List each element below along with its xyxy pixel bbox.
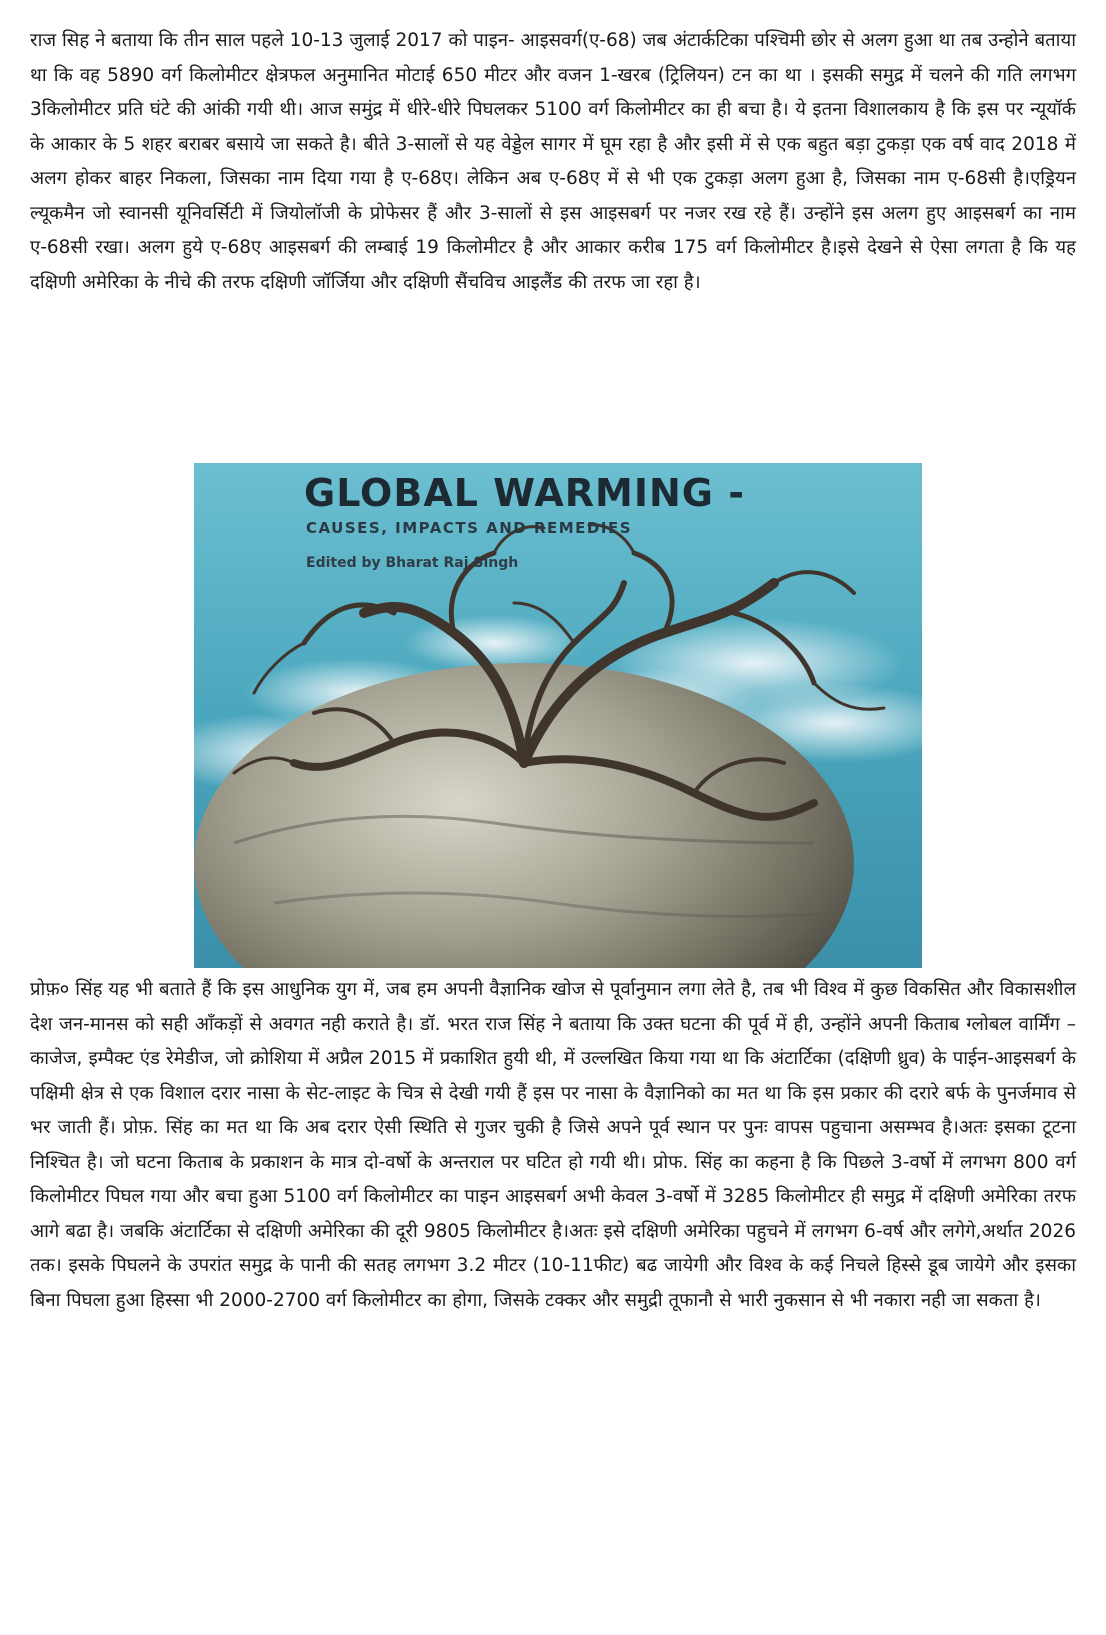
book-title: GLOBAL WARMING - xyxy=(304,471,745,515)
paragraph-iceberg-a68: राज सिह ने बताया कि तीन साल पहले 10-13 जुलाई 2017 को पाइन- आइसवर्ग(ए-68) जब अंटार्कटिका पश्चिमी छोर से अलग हुआ था तब उन्होने बताया था कि वह 5890 वर्ग किलोमीटर क्षेत्रफल अनुमानित मोटाई 650 मीटर और वजन 1-खरब (ट्रिलियन) टन का था । इसकी समुद्र में चलने की गति लगभग 3किलोमीटर प्रति घंटे की आंकी गयी थी। आज समुंद्र में धीरे-धीरे पिघलकर 5100 वर्ग किलोमीटर का ही बचा है। ये इतना विशालकाय है कि इस पर न्यूयॉर्क के आकार के 5 शहर बराबर बसाये जा सकते है। बीते 3-सालों से यह वेड्डेल सागर में घूम रहा है और इसी में से एक बहुत बड़ा टुकड़ा एक वर्ष वाद 2018 में अलग होकर बाहर निकला, जिसका नाम दिया गया है ए-68ए। लेकिन अब ए-68ए में से भी एक टुकड़ा अलग हुआ है, जिसका नाम ए-68सी है।एड्रियन ल्यूकमैन जो स्वानसी यूनिवर्सिटी में जियोलॉजी के प्रोफेसर हैं और 3-सालों से इस आइसबर्ग पर नजर रख रहे हैं। उन्होंने इस अलग हुए आइसबर्ग का नाम ए-68सी रखा। अलग हुये ए-68ए आइसबर्ग की लम्बाई 19 किलोमीटर है और आकार करीब 175 वर्ग किलोमीटर है।इसे देखने से ऐसा लगता है कि यह दक्षिणी अमेरिका के नीचे की तरफ दक्षिणी जॉर्जिया और दक्षिणी सैंचविच आइलैंड की तरफ जा रहा है। xyxy=(30,30,1076,293)
paragraph-prof-singh-prediction: प्रोफ़० सिंह यह भी बताते हैं कि इस आधुनिक युग में, जब हम अपनी वैज्ञानिक खोज से पूर्वानुमान लगा लेते है, तब भी विश्व में कुछ विकसित और विकासशील देश जन-मानस को सही आँकड़ों से अवगत नही कराते है। डॉ. भरत राज सिंह ने बताया कि उक्त घटना की पूर्व में ही, उन्होंने अपनी किताब ग्लोबल वार्मिंग –काजेज, इम्पैक्ट एंड रेमेडीज, जो क्रोशिया में अप्रैल 2015 में प्रकाशित हुयी थी, में उल्लखित किया गया था कि अंटार्टिका (दक्षिणी ध्रुव) के पाईन-आइसबर्ग के पक्षिमी क्षेत्र से एक विशाल दरार नासा के सेट-लाइट के चित्र से देखी गयी हैं इस पर नासा के वैज्ञानिको का मत था कि इस प्रकार की दरारे बर्फ के पुनर्जमाव से भर जाती हैं। प्रोफ़. सिंह का मत था कि अब दरार ऐसी स्थिति से गुजर चुकी है जिसे अपने पूर्व स्थान पर पुनः वापस पहुचाना असम्भव है।अतः इसका टूटना निश्चित है। जो घटना किताब के प्रकाशन के मात्र दो-वर्षो के अन्तराल पर घटित हो गयी थी। प्रोफ. सिंह का कहना है कि पिछले 3-वर्षो में लगभग 800 वर्ग किलोमीटर पिघल गया और बचा हुआ 5100 वर्ग किलोमीटर का पाइन आइसबर्ग अभी केवल 3-वर्षो में 3285 किलोमीटर ही समुद्र में दक्षिणी अमेरिका तरफ आगे बढा है। जबकि अंटार्टिका से दक्षिणी अमेरिका की दूरी 9805 किलोमीटर है।अतः इसे दक्षिणी अमेरिका पहुचने में लगभग 6-वर्ष और लगेगे,अर्थात 2026 तक। इसके पिघलने के उपरांत समुद्र के पानी की सतह लगभग 3.2 मीटर (10-11फीट) बढ जायेगी और विश्व के कई निचले हिस्से डूब जायेगे और इसका बिना पिघला हुआ हिस्सा भी 2000-2700 वर्ग किलोमीटर का होगा, जिसके टक्कर और समुद्री तूफानौ से भारी नुकसान से भी नकारा नही जा सकता है। xyxy=(30,979,1076,1311)
book-editor: Edited by Bharat Raj Singh xyxy=(306,555,519,571)
book-cover-image xyxy=(194,463,922,968)
book-subtitle: CAUSES, IMPACTS AND REMEDIES xyxy=(306,519,632,537)
book-cover-illustration xyxy=(194,463,922,968)
